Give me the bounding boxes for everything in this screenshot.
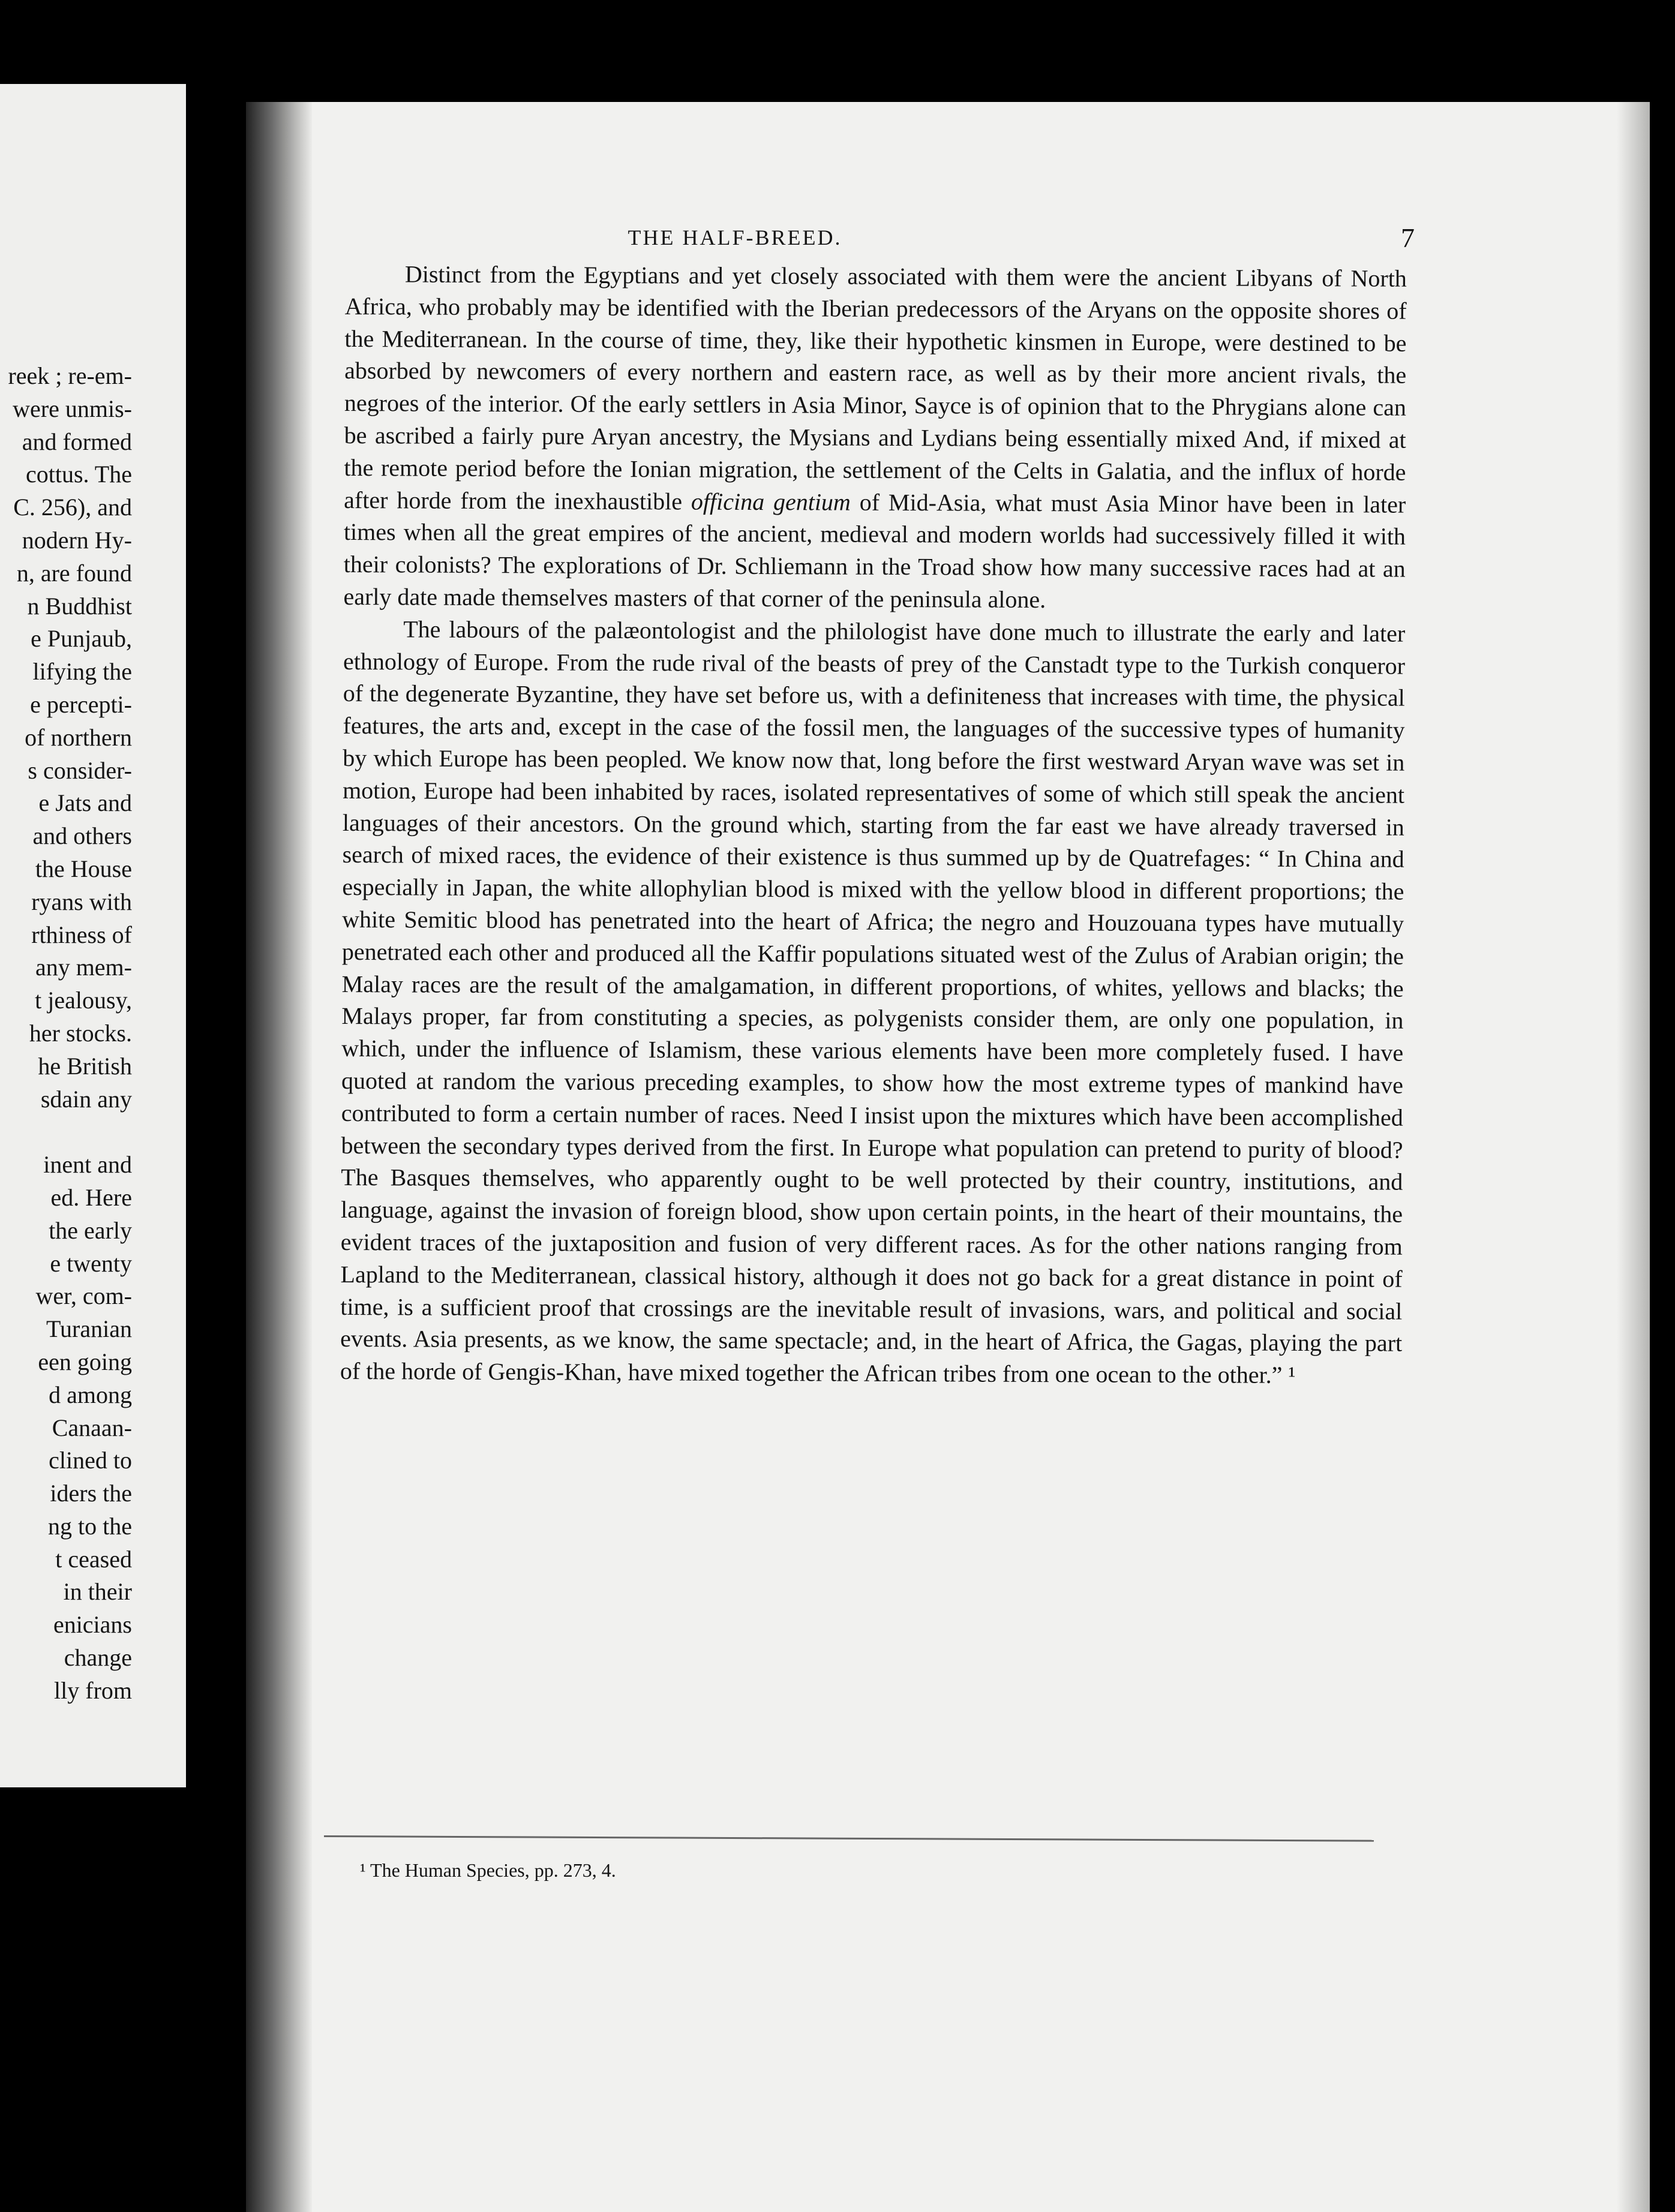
facing-page-line: d among — [49, 1381, 132, 1408]
facing-page-line: inent and — [43, 1151, 132, 1179]
body-text — [340, 258, 1407, 1392]
latin-phrase: officina gentium — [691, 488, 851, 516]
footnote: ¹ The Human Species, pp. 273, 4. — [360, 1859, 616, 1881]
facing-page-line: C. 256), and — [13, 494, 132, 521]
facing-page-line: e twenty — [50, 1249, 132, 1277]
book-spine-shadow — [246, 102, 312, 2212]
facing-page-text — [8, 360, 132, 1708]
facing-page-line: clined to — [49, 1447, 132, 1474]
facing-page-line: Canaan- — [52, 1414, 132, 1441]
facing-page-line: Turanian — [46, 1315, 132, 1343]
facing-page-line: n Buddhist — [27, 592, 132, 620]
facing-page-line: were unmis- — [13, 395, 132, 422]
facing-page-line: change — [64, 1644, 132, 1672]
facing-page-line: the early — [49, 1216, 132, 1244]
facing-page-line: reek ; re-em- — [8, 362, 132, 389]
page-edge-shadow — [1617, 102, 1650, 2212]
facing-page-line: enicians — [53, 1611, 132, 1639]
facing-page-line: sdain any — [40, 1085, 132, 1113]
facing-page-line: and formed — [22, 428, 132, 455]
facing-page-line: the House — [35, 855, 132, 882]
facing-page-line: ed. Here — [50, 1183, 132, 1211]
facing-page-line: rthiness of — [31, 921, 132, 948]
paragraph: The labours of the palæontologist and the philologist have done much to illustrate the early and later ethnology of Europe. From the rude rival of the beasts of prey of the Canstadt type to the Turkish conqueror of the degenerate Byzantine, they have set before us, with a definiteness that increases with time, the physical features, the arts and, except in the case of the fossil men, the languages of the successive types of humanity by which Europe has been peopled. We know now that, long before the first westward Aryan wave was set in motion, Europe had been inhabited by races, isolated representatives of some of which still speak the ancient languages of their ancestors. On the ground which, starting from the far east we have already traversed in search of mixed races, the evidence of their existence is thus summed up by de Quatrefages: “ In China and especially in Japan, the white allophylian blood is mixed with the yellow blood in different proportions; the white Semitic blood has penetrated into the heart of Africa; the negro and Houzouana types have mutually penetrated each other and produced all the Kaffir populations situated west of the Zulus of Arabian origin; the Malay races are the result of the amalgamation, in different proportions, of whites, yellows and blacks; the Malays proper, far from constituting a species, as polygenists consider them, are only one population, in which, under the influence of Islamism, these various elements have been more completely fused. I have quoted at random the various preceding examples, to show how the most extreme types of mankind have contributed to form a certain number of races. Need I insist upon the mixtures which have been accomplished between the secondary types derived from the first. In Europe what population can pretend to purity of blood? The Basques themselves, who apparently ought to be well protected by their country, institutions, and language, against the invasion of foreign blood, show upon certain points, in the heart of their mountains, the evident traces of the juxtaposition and fusion of very different races. As for the other nations ranging from Lapland to the Mediterranean, classical history, although it does not go back for a great distance in point of time, is a sufficient proof that crossings are the inevitable result of invasions, wars, and political and social events. Asia presents, as we know, the same spectacle; and, in the heart of Africa, the Gagas, playing the part of the horde of Gengis-Khan, have mixed together the African tribes from one ocean to the other.” ¹ — [340, 615, 1406, 1389]
facing-page-line — [8, 1116, 132, 1149]
running-head: THE HALF-BREED. — [628, 226, 842, 250]
facing-page-line: he British — [38, 1052, 132, 1080]
facing-page-line: e Jats and — [38, 789, 132, 817]
facing-page-line: e percepti- — [30, 690, 132, 718]
facing-page-line: iders the — [50, 1480, 132, 1507]
facing-page-line: e Punjaub, — [31, 625, 132, 653]
facing-page-line: t jealousy, — [35, 987, 132, 1014]
facing-page-line: t ceased — [55, 1545, 132, 1573]
facing-page-line: in their — [63, 1578, 132, 1606]
paragraph: Distinct from the Egyptians and yet closely associated with them were the ancient Libyans of North Africa, who probably may be identified with the Iberian predecessors of the Aryans on the opposite shores of the Mediterranean. In the course of time, they, like their hypothetic kinsmen in Europe, were destined to be absorbed by newcomers of every northern and eastern race, as well as by their more ancient rivals, the negroes of the interior. Of the early settlers in Asia Minor, Sayce is of opinion that to the Phrygians alone can be ascribed a fairly pure Aryan ancestry, the Mysians and Lydians being essentially mixed And, if mixed at the remote period before the Ionian migration, the settlement of the Celts in Galatia, and the influx of horde after horde from the inexhaustible officina gentium of Mid-Asia, what must Asia Minor have been in later times when all the great empires of the ancient, medieval and modern worlds had successively filled it with their colonists? The explorations of Dr. Schliemann in the Troad show how many successive races had at an early date made themselves masters of that corner of the peninsula alone. — [343, 260, 1407, 614]
facing-page-line: of northern — [25, 723, 132, 751]
facing-page-line: and others — [32, 822, 132, 850]
facing-page-line: een going — [38, 1348, 132, 1375]
facing-page-line: lly from — [54, 1676, 132, 1704]
facing-page-line: n, are found — [16, 559, 132, 587]
facing-page-line: s consider- — [28, 756, 132, 784]
facing-page-line: ng to the — [48, 1512, 132, 1540]
facing-page-line: cottus. The — [25, 461, 132, 488]
page-number: 7 — [1401, 223, 1415, 253]
facing-page-line: wer, com- — [35, 1282, 132, 1310]
facing-page-line: ryans with — [31, 888, 132, 915]
facing-page — [0, 84, 186, 1787]
facing-page-line: nodern Hy- — [22, 526, 132, 554]
facing-page-line: any mem- — [35, 954, 132, 981]
facing-page-line: her stocks. — [29, 1019, 132, 1047]
facing-page-line: lifying the — [32, 658, 132, 686]
